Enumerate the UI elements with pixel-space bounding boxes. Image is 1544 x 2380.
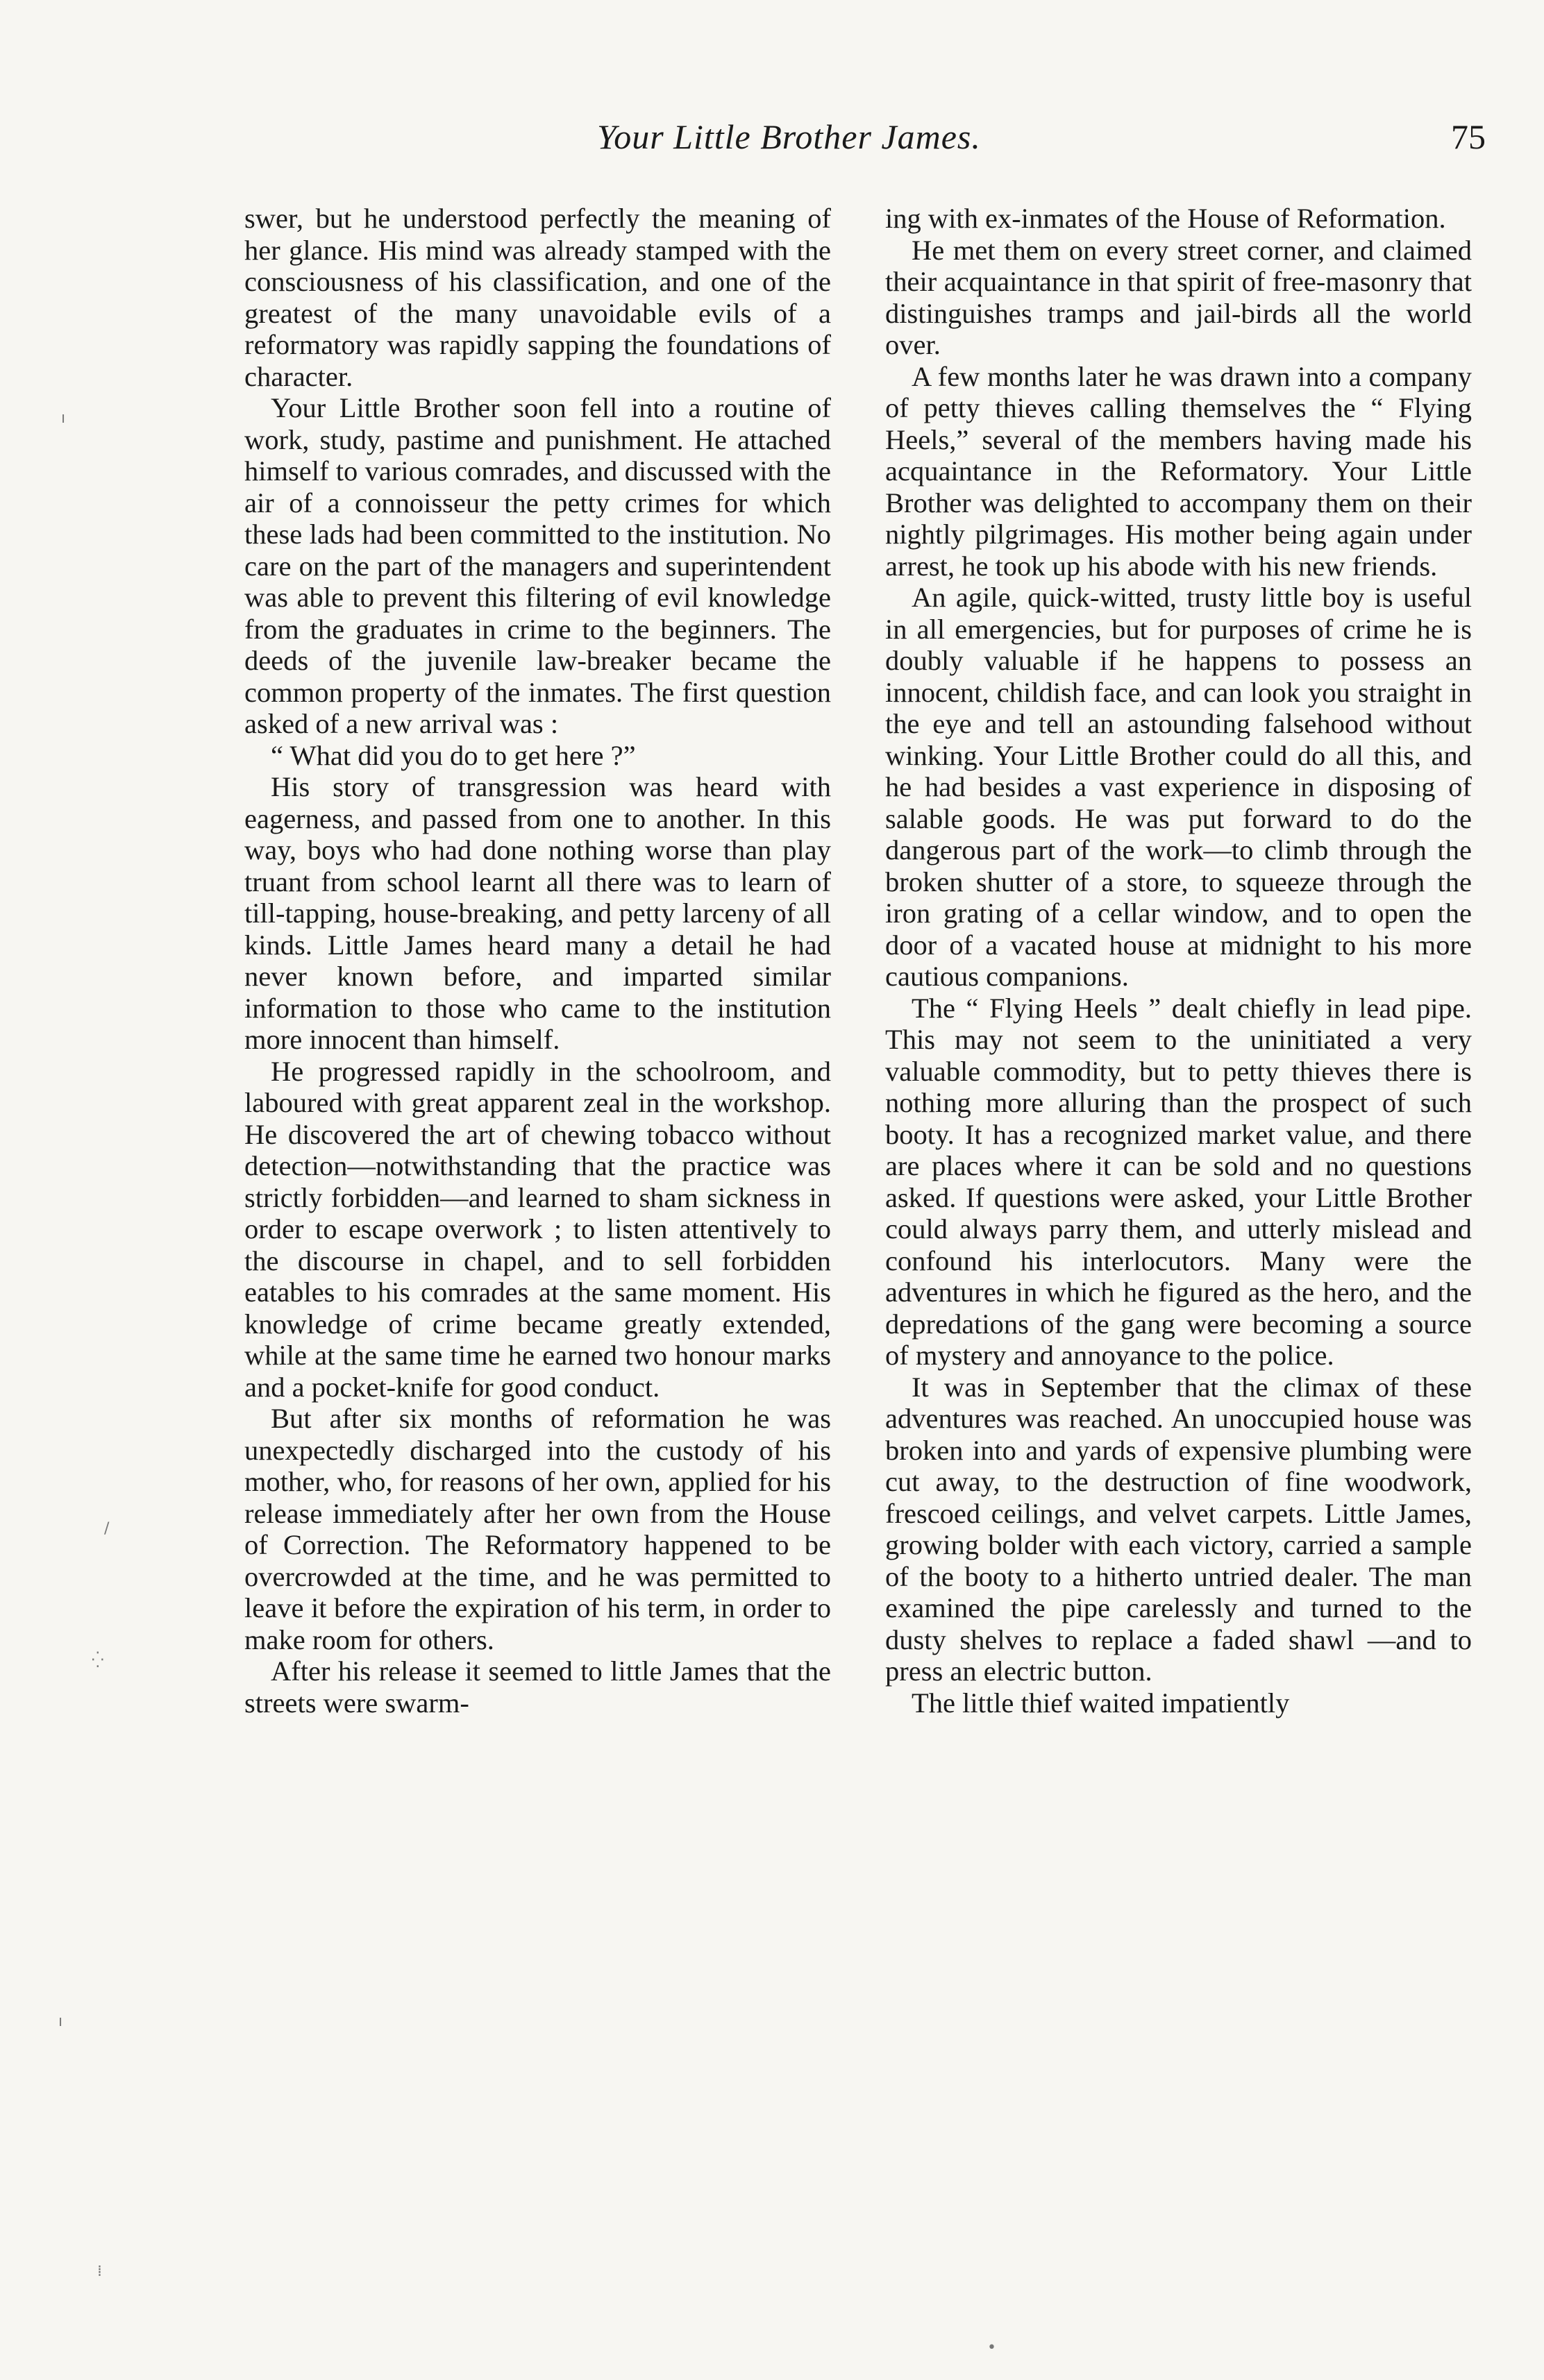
paragraph: He met them on every street corner, and claimed their acquaintance in that spirit of free-masonry that distinguishes tramps and jail-birds all the world over. (885, 234, 1472, 360)
scan-speck: ⁛ (92, 1652, 104, 1669)
page-header (597, 117, 1486, 165)
running-head: Your Little Brother James. (597, 117, 981, 156)
paragraph: After his release it seemed to little James that the streets were swarm- (244, 1655, 831, 1719)
text-column-left (244, 203, 831, 2313)
paragraph: It was in September that the climax of these adventures was reached. An unoccupied house was broken into and yards of expensive plumbing were cut away, to the destruction of fine woodwork, frescoed ceilings, and velvet carpets. Little James, growing bolder with each victory, carried a sample of the booty to a hitherto untried dealer. The man examined the pipe carelessly and turned to the dusty shelves to replace a faded shawl —and to press an electric button. (885, 1371, 1472, 1687)
paragraph: He progressed rapidly in the schoolroom, and laboured with great apparent zeal in the workshop. He discovered the art of chewing tobacco without detection—notwithstanding that the practice was strictly forbidden—and learned to sham sickness in order to escape overwork ; to listen attentively to the discourse in chapel, and to sell forbidden eatables to his comrades at the same moment. His knowledge of crime became greatly extended, while at the same time he earned two honour marks and a pocket-knife for good conduct. (244, 1055, 831, 1403)
scan-speck: ⁞ (97, 2263, 102, 2280)
paragraph: Your Little Brother soon fell into a routine of work, study, pastime and punishment. He attached himself to various comrades, and discussed with the air of a connoisseur the petty crimes for which these lads had been committed to the institution. No care on the part of the managers and superintendent was able to prevent this filtering of evil knowledge from the graduates in crime to the beginners. The deeds of the juvenile law-breaker became the common property of the inmates. The first question asked of a new arrival was : (244, 392, 831, 739)
paragraph: An agile, quick-witted, trusty little boy is useful in all emergencies, but for purposes of crime he is doubly valuable if he happens to possess an innocent, childish face, and can look you straight in the eye and tell an astounding falsehood without winking. Your Little Brother could do all this, and he had besides a vast experience in disposing of salable goods. He was put forward to do the dangerous part of the work—to climb through the broken shutter of a store, to squeeze through the iron grating of a cellar window, and to open the door of a vacated house at midnight to his more cautious companions. (885, 582, 1472, 992)
scan-speck: • (987, 2339, 996, 2356)
paragraph: But after six months of reformation he was unexpectedly discharged into the custody of his mother, who, for reasons of her own, applied for his release immediately after her own from the House of Correction. The Reformatory happened to be overcrowded at the time, and he was permitted to leave it before the expiration of his term, in order to make room for others. (244, 1403, 831, 1655)
paragraph: A few months later he was drawn into a company of petty thieves calling themselves the “ Flying Heels,” several of the members having made his acquaintance in the Reformatory. Your Little Brother was delighted to accompany them on their nightly pilgrimages. His mother being again under arrest, he took up his abode with his new friends. (885, 360, 1472, 582)
paragraph: ing with ex-inmates of the House of Reformation. (885, 203, 1446, 234)
paragraph: “ What did you do to get here ?” (271, 739, 636, 771)
paragraph: The little thief waited impatiently (912, 1687, 1290, 1719)
paragraph: His story of transgression was heard with eagerness, and passed from one to another. In this way, boys who had done nothing worse than play truant from school learnt all there was to learn of till-tapping, house-breaking, and petty larceny of all kinds. Little James heard many a detail he had never known before, and imparted similar information to those who came to the institution more innocent than himself. (244, 771, 831, 1055)
scan-speck: / (104, 1520, 110, 1537)
scan-speck: ı (58, 2013, 63, 2030)
page-number: 75 (1451, 117, 1486, 156)
paragraph: swer, but he understood perfectly the meaning of her glance. His mind was already stamped with the consciousness of his classification, and one of the greatest of the many unavoidable evils of a reformatory was rapidly sapping the foundations of character. (244, 203, 831, 392)
scan-speck: ı (61, 410, 66, 427)
text-column-right (885, 203, 1472, 2313)
paragraph: The “ Flying Heels ” dealt chiefly in lead pipe. This may not seem to the uninitiated a very valuable commodity, but to petty thieves there is nothing more alluring than the prospect of such booty. It has a recognized market value, and there are places where it can be sold and no questions asked. If questions were asked, your Little Brother could always parry them, and utterly mislead and confound his interlocutors. Many were the adventures in which he figured as the hero, and the depredations of the gang were becoming a source of mystery and annoyance to the police. (885, 992, 1472, 1371)
